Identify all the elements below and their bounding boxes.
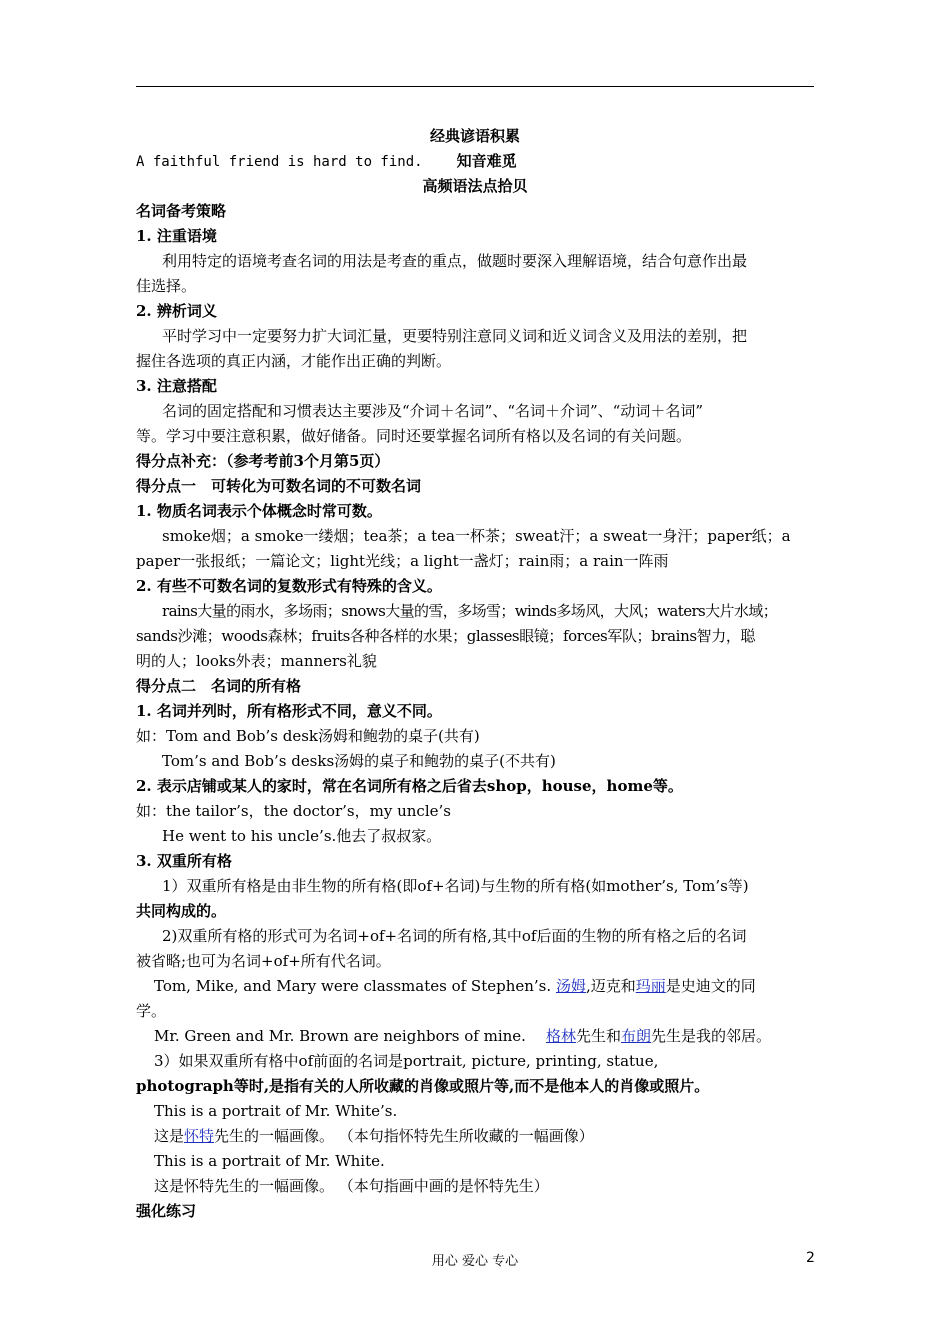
link-brown[interactable]: 布朗 — [620, 1027, 651, 1045]
proverb-en: A faithful friend is hard to find. — [136, 154, 423, 170]
example3-cn-b: 先生的一幅画像。 （本句指怀特先生所收藏的一幅画像） — [214, 1127, 594, 1145]
title-grammar: 高频语法点拾贝 — [422, 177, 528, 195]
proverb-cn: 知音难觅 — [456, 152, 517, 170]
s2-p1: 平时学习中一定要努力扩大词汇量，更要特别注意同义词和近义词含义及用法的差别，把 — [162, 327, 748, 345]
s1-p2: 佳选择。 — [136, 277, 197, 295]
point1-item2-line1: rains大量的雨水，多场雨；snows大量的雪，多场雪；winds多场风，大风；waters大片水域； — [162, 602, 778, 620]
example2-en: Mr. Green and Mr. Brown are neighbors of mine. — [154, 1027, 526, 1045]
supplement-heading: 得分点补充：（参考考前3个月第5页） — [136, 452, 390, 470]
example4-cn: 这是怀特先生的一幅画像。 （本句指画中画的是怀特先生） — [154, 1177, 549, 1195]
footer-text: 用心 爱心 专心 — [431, 1254, 519, 1269]
point2-item1-ex1: 如：Tom and Bob’s desk汤姆和鲍勃的桌子(共有) — [136, 727, 480, 745]
example4-en: This is a portrait of Mr. White. — [154, 1152, 385, 1170]
practice-heading: 强化练习 — [136, 1202, 197, 1220]
link-tom[interactable]: 汤姆 — [555, 977, 586, 995]
example3-en: This is a portrait of Mr. White’s. — [154, 1102, 398, 1120]
point2-item1-ex2: Tom’s and Bob’s desks汤姆的桌子和鲍勃的桌子(不共有) — [162, 752, 556, 770]
link-mary[interactable]: 玛丽 — [635, 977, 666, 995]
point1-item1: 1. 物质名词表示个体概念时常可数。 — [136, 502, 382, 520]
title-proverbs: 经典谚语积累 — [429, 127, 520, 145]
point1-item2-line2: sands沙滩；woods森林；fruits各种各样的水果；glasses眼镜；forces军队；brains智力，聪 — [136, 627, 756, 645]
s1-title: 1. 注重语境 — [136, 227, 217, 245]
double-possessive-p2: 2)双重所有格的形式可为名词+of+名词的所有格,其中of后面的生物的所有格之后的名词 — [162, 927, 747, 945]
example1-en: Tom, Mike, and Mary were classmates of Stephen’s. — [154, 977, 552, 995]
point2-item2-ex1: 如：the tailor’s，the doctor’s，my uncle’s — [136, 802, 451, 820]
s3-p1: 名词的固定搭配和习惯表达主要涉及“介词＋名词”、“名词＋介词”、“动词＋名词” — [162, 402, 704, 420]
example1-text1: ,迈克和 — [585, 977, 636, 995]
double-possessive-p2b: 被省略;也可为名词+of+所有代名词。 — [136, 952, 391, 970]
link-white[interactable]: 怀特 — [184, 1127, 215, 1145]
heading-strategy: 名词备考策略 — [136, 202, 227, 220]
s3-p2: 等。学习中要注意积累，做好储备。同时还要掌握名词所有格以及名词的有关问题。 — [136, 427, 692, 445]
point1-item2: 2. 有些不可数名词的复数形式有特殊的含义。 — [136, 577, 442, 595]
s2-title: 2. 辨析词义 — [136, 302, 217, 320]
point1-heading: 得分点一 可转化为可数名词的不可数名词 — [136, 477, 422, 495]
point2-item1: 1. 名词并列时，所有格形式不同，意义不同。 — [136, 702, 442, 720]
s3-title: 3. 注意搭配 — [136, 377, 217, 395]
link-green[interactable]: 格林 — [545, 1027, 576, 1045]
header-rule — [136, 86, 814, 87]
s2-p2: 握住各选项的真正内涵，才能作出正确的判断。 — [136, 352, 452, 370]
page-number: 2 — [806, 1250, 815, 1266]
double-possessive-p3b: photograph等时,是指有关的人所收藏的肖像或照片等,而不是他本人的肖像或照片。 — [136, 1077, 710, 1095]
double-possessive-p1b: 共同构成的。 — [136, 902, 227, 920]
point2-item2-ex2: He went to his uncle’s.他去了叔叔家。 — [162, 827, 442, 845]
double-possessive-p1: 1）双重所有格是由非生物的所有格(即of+名词)与生物的所有格(如mother’s, Tom’s等) — [162, 877, 749, 895]
point1-item1-line2: paper一张报纸；一篇论文；light光线；a light一盏灯；rain雨；a rain一阵雨 — [136, 552, 669, 570]
point1-item1-line1: smoke烟；a smoke一缕烟；tea茶；a tea一杯茶；sweat汗；a sweat一身汗；paper纸；a — [162, 527, 791, 545]
example1-text2: 是史迪文的同 — [665, 977, 756, 995]
example3-cn-a: 这是 — [154, 1127, 185, 1145]
s1-p1: 利用特定的语境考查名词的用法是考查的重点，做题时要深入理解语境，结合句意作出最 — [162, 252, 748, 270]
proverb-line — [136, 151, 826, 172]
example3-cn — [136, 1126, 844, 1146]
point2-item3: 3. 双重所有格 — [136, 852, 232, 870]
example2-text1: 先生和 — [575, 1027, 621, 1045]
example2 — [136, 1026, 844, 1046]
example2-text2: 先生是我的邻居。 — [651, 1027, 772, 1045]
example1 — [136, 976, 844, 996]
point1-item2-line3: 明的人；looks外表；manners礼貌 — [136, 652, 377, 670]
double-possessive-p3: 3）如果双重所有格中of前面的名词是portrait, picture, printing, statue, — [154, 1052, 659, 1070]
example1-line2: 学。 — [136, 1002, 167, 1020]
point2-heading: 得分点二 名词的所有格 — [136, 677, 302, 695]
point2-item2: 2. 表示店铺或某人的家时，常在名词所有格之后省去shop，house，home等。 — [136, 777, 683, 795]
